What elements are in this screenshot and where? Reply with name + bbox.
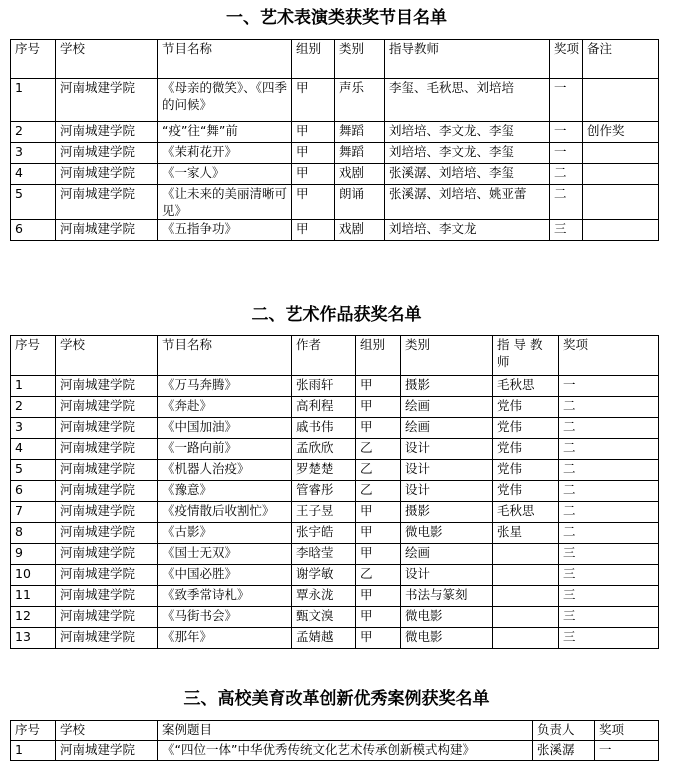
table-cell: 3 — [11, 143, 56, 164]
table-cell: 《五指争功》 — [158, 220, 292, 241]
column-header: 指导教师 — [385, 40, 550, 79]
table-cell: 6 — [11, 220, 56, 241]
column-header: 奖项 — [550, 40, 583, 79]
table-cell — [583, 220, 659, 241]
table-cell: 乙 — [356, 565, 401, 586]
table-cell: 11 — [11, 586, 56, 607]
table-cell — [583, 185, 659, 220]
table-cell: 戏剧 — [335, 164, 385, 185]
column-header: 指 导 教 师 — [493, 336, 559, 376]
table-cell: 管睿彤 — [292, 481, 356, 502]
table-cell — [493, 628, 559, 649]
table-cell: 河南城建学院 — [56, 439, 158, 460]
table-cell: 甲 — [356, 586, 401, 607]
table-cell: 5 — [11, 460, 56, 481]
table-cell: 《马街书会》 — [158, 607, 292, 628]
column-header: 序号 — [11, 721, 56, 741]
table-cell: 戏剧 — [335, 220, 385, 241]
table-cell: 二 — [559, 481, 659, 502]
table-cell: 二 — [559, 460, 659, 481]
table-cell: 微电影 — [401, 607, 493, 628]
table-row — [11, 439, 659, 460]
table-cell: 《一路向前》 — [158, 439, 292, 460]
column-header: 备注 — [583, 40, 659, 79]
table-row — [11, 376, 659, 397]
table-cell: 摄影 — [401, 502, 493, 523]
column-header: 节目名称 — [158, 336, 292, 376]
table-cell: 三 — [559, 607, 659, 628]
table-cell: 一 — [550, 122, 583, 143]
table-cell: 甲 — [356, 607, 401, 628]
table-cell: 13 — [11, 628, 56, 649]
table-cell: 一 — [550, 79, 583, 122]
table-row — [11, 741, 659, 761]
table-cell: 《那年》 — [158, 628, 292, 649]
table-cell: 二 — [550, 185, 583, 220]
table-cell: 1 — [11, 376, 56, 397]
table-cell: 甲 — [356, 544, 401, 565]
table-cell: 7 — [11, 502, 56, 523]
table-cell: “疫”往“舞”前 — [158, 122, 292, 143]
table-cell: 河南城建学院 — [56, 164, 158, 185]
table-cell: 微电影 — [401, 523, 493, 544]
artwork-awards-table — [10, 335, 659, 649]
table-cell: 河南城建学院 — [56, 481, 158, 502]
table-cell: 《奔赴》 — [158, 397, 292, 418]
case-awards-table — [10, 720, 659, 761]
table-cell: 设计 — [401, 481, 493, 502]
table-cell — [493, 544, 559, 565]
table-cell: 党伟 — [493, 439, 559, 460]
table-cell: 河南城建学院 — [56, 544, 158, 565]
table-cell: 河南城建学院 — [56, 185, 158, 220]
table-cell: 舞蹈 — [335, 122, 385, 143]
table-row — [11, 607, 659, 628]
table-cell: 1 — [11, 741, 56, 761]
table-cell: 张溪潺、刘培培、李玺 — [385, 164, 550, 185]
table-cell: 《致季常诗札》 — [158, 586, 292, 607]
table-row — [11, 586, 659, 607]
table-cell: 3 — [11, 418, 56, 439]
section1-title: 一、艺术表演类获奖节目名单 — [226, 8, 447, 28]
table-cell: 《中国必胜》 — [158, 565, 292, 586]
table-cell: 河南城建学院 — [56, 523, 158, 544]
table-cell: 甲 — [356, 376, 401, 397]
table-cell: 甲 — [292, 122, 335, 143]
table-cell: 覃永泷 — [292, 586, 356, 607]
table-cell: 微电影 — [401, 628, 493, 649]
table-cell: 甲 — [356, 397, 401, 418]
table-cell: 创作奖 — [583, 122, 659, 143]
table-cell: 乙 — [356, 481, 401, 502]
table-cell: 二 — [559, 502, 659, 523]
table-row — [11, 418, 659, 439]
table-cell: 孟欣欣 — [292, 439, 356, 460]
section3-title: 三、高校美育改革创新优秀案例获奖名单 — [183, 689, 490, 709]
table-cell: 孟婧越 — [292, 628, 356, 649]
table-cell: 刘培培、李文龙、李玺 — [385, 143, 550, 164]
table-cell: 张星 — [493, 523, 559, 544]
table-cell: 绘画 — [401, 418, 493, 439]
table-cell: 甲 — [292, 79, 335, 122]
column-header: 作者 — [292, 336, 356, 376]
performance-awards-table — [10, 39, 659, 241]
table-cell: 河南城建学院 — [56, 741, 158, 761]
table-cell: 三 — [559, 544, 659, 565]
column-header: 奖项 — [559, 336, 659, 376]
table-cell: 《母亲的微笑》、《四季的问候》 — [158, 79, 292, 122]
table-cell: 党伟 — [493, 397, 559, 418]
table-cell: 谢学敏 — [292, 565, 356, 586]
table-row — [11, 460, 659, 481]
column-header: 学校 — [56, 336, 158, 376]
table-cell: 4 — [11, 164, 56, 185]
table-row — [11, 481, 659, 502]
table-cell: 一 — [595, 741, 659, 761]
table-cell: 二 — [559, 523, 659, 544]
table-row — [11, 523, 659, 544]
table-cell: 张雨轩 — [292, 376, 356, 397]
column-header: 学校 — [56, 721, 158, 741]
column-header: 序号 — [11, 40, 56, 79]
table-cell — [583, 164, 659, 185]
column-header: 类别 — [335, 40, 385, 79]
table-cell: 河南城建学院 — [56, 220, 158, 241]
table-row — [11, 143, 659, 164]
table-cell: 张溪潺 — [533, 741, 595, 761]
table-cell: 声乐 — [335, 79, 385, 122]
table-cell — [493, 607, 559, 628]
column-header: 奖项 — [595, 721, 659, 741]
table-cell: 4 — [11, 439, 56, 460]
table-cell: 党伟 — [493, 418, 559, 439]
table-row — [11, 220, 659, 241]
table-cell: 一 — [550, 143, 583, 164]
table-cell: 《疫情散后收割忙》 — [158, 502, 292, 523]
table-row — [11, 544, 659, 565]
table-row — [11, 502, 659, 523]
table-cell: 《机器人治疫》 — [158, 460, 292, 481]
table-cell: 《中国加油》 — [158, 418, 292, 439]
column-header: 负责人 — [533, 721, 595, 741]
table-cell: 河南城建学院 — [56, 502, 158, 523]
table-cell: 毛秋思 — [493, 502, 559, 523]
column-header: 组别 — [292, 40, 335, 79]
table-row — [11, 122, 659, 143]
table-cell — [493, 565, 559, 586]
table-cell: 《国士无双》 — [158, 544, 292, 565]
table-cell: 河南城建学院 — [56, 376, 158, 397]
table-cell: 甲 — [292, 164, 335, 185]
table-cell: 河南城建学院 — [56, 460, 158, 481]
header-row — [11, 336, 659, 376]
table-cell: 党伟 — [493, 481, 559, 502]
table-cell: 摄影 — [401, 376, 493, 397]
table-cell: 甲 — [356, 523, 401, 544]
table-cell: 王子昱 — [292, 502, 356, 523]
table-cell: 《茉莉花开》 — [158, 143, 292, 164]
table-row — [11, 565, 659, 586]
table-cell: 甲 — [356, 628, 401, 649]
table-cell: 毛秋思 — [493, 376, 559, 397]
table-cell: 12 — [11, 607, 56, 628]
table-cell: 河南城建学院 — [56, 418, 158, 439]
table-cell: 张宇皓 — [292, 523, 356, 544]
table-cell: 罗楚楚 — [292, 460, 356, 481]
table-cell: 9 — [11, 544, 56, 565]
table-cell: 朗诵 — [335, 185, 385, 220]
table-cell: 《一家人》 — [158, 164, 292, 185]
table-cell: 李晗莹 — [292, 544, 356, 565]
table-cell: 书法与篆刻 — [401, 586, 493, 607]
table-cell: 2 — [11, 122, 56, 143]
column-header: 序号 — [11, 336, 56, 376]
table-row — [11, 79, 659, 122]
table-cell: 三 — [559, 586, 659, 607]
table-cell: 设计 — [401, 460, 493, 481]
table-cell: 5 — [11, 185, 56, 220]
table-cell: 乙 — [356, 460, 401, 481]
table-cell: 甲 — [292, 185, 335, 220]
table-cell: 设计 — [401, 565, 493, 586]
table-cell: 甲 — [356, 418, 401, 439]
table-cell: 8 — [11, 523, 56, 544]
table-cell: 河南城建学院 — [56, 628, 158, 649]
table-cell: 河南城建学院 — [56, 586, 158, 607]
table-cell: 河南城建学院 — [56, 565, 158, 586]
table-cell: 河南城建学院 — [56, 79, 158, 122]
table-cell: 6 — [11, 481, 56, 502]
table-cell: 张溪潺、刘培培、姚亚蕾 — [385, 185, 550, 220]
table-cell: 河南城建学院 — [56, 143, 158, 164]
table-cell — [493, 586, 559, 607]
table-cell: 乙 — [356, 439, 401, 460]
section2-title: 二、艺术作品获奖名单 — [251, 305, 422, 325]
table-cell: 河南城建学院 — [56, 397, 158, 418]
column-header: 类别 — [401, 336, 493, 376]
table-cell: 一 — [559, 376, 659, 397]
table-cell: 《“四位一体”中华优秀传统文化艺术传承创新模式构建》 — [158, 741, 533, 761]
table-cell: 李玺、毛秋思、刘培培 — [385, 79, 550, 122]
table-cell: 刘培培、李文龙 — [385, 220, 550, 241]
table-cell: 二 — [550, 164, 583, 185]
header-row — [11, 721, 659, 741]
header-row — [11, 40, 659, 79]
table-cell: 甲 — [356, 502, 401, 523]
table-row — [11, 164, 659, 185]
table-cell: 三 — [559, 628, 659, 649]
table-cell: 三 — [559, 565, 659, 586]
table-cell: 高利程 — [292, 397, 356, 418]
table-cell: 《豫意》 — [158, 481, 292, 502]
table-cell: 戚书伟 — [292, 418, 356, 439]
table-cell: 舞蹈 — [335, 143, 385, 164]
table-cell: 二 — [559, 418, 659, 439]
table-cell: 河南城建学院 — [56, 122, 158, 143]
table-cell: 甲 — [292, 143, 335, 164]
table-cell: 1 — [11, 79, 56, 122]
table-cell: 绘画 — [401, 397, 493, 418]
table-cell: 绘画 — [401, 544, 493, 565]
column-header: 案例题目 — [158, 721, 533, 741]
table-cell: 党伟 — [493, 460, 559, 481]
table-cell: 甲 — [292, 220, 335, 241]
table-cell: 刘培培、李文龙、李玺 — [385, 122, 550, 143]
table-cell — [583, 143, 659, 164]
table-cell: 二 — [559, 397, 659, 418]
table-row — [11, 185, 659, 220]
column-header: 学校 — [56, 40, 158, 79]
table-cell — [583, 79, 659, 122]
table-cell: 《古影》 — [158, 523, 292, 544]
table-row — [11, 628, 659, 649]
table-cell: 河南城建学院 — [56, 607, 158, 628]
table-row — [11, 397, 659, 418]
column-header: 节目名称 — [158, 40, 292, 79]
table-cell: 10 — [11, 565, 56, 586]
table-cell: 《万马奔腾》 — [158, 376, 292, 397]
table-cell: 设计 — [401, 439, 493, 460]
column-header: 组别 — [356, 336, 401, 376]
table-cell: 《让未来的美丽清晰可见》 — [158, 185, 292, 220]
table-cell: 二 — [559, 439, 659, 460]
table-cell: 甄文溴 — [292, 607, 356, 628]
table-cell: 三 — [550, 220, 583, 241]
table-cell: 2 — [11, 397, 56, 418]
